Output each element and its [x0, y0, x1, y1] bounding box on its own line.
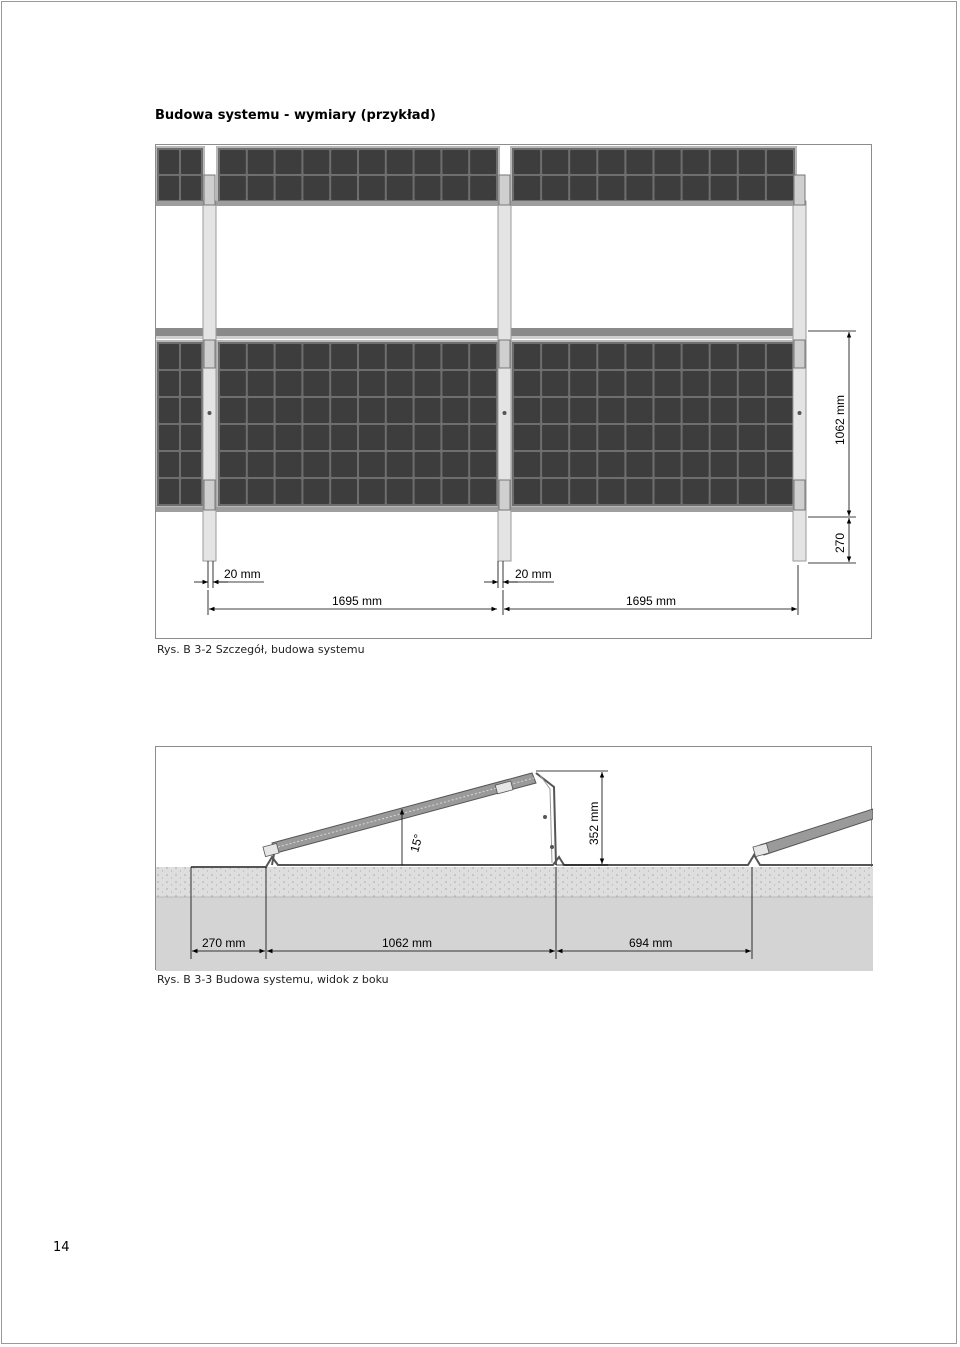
span-left-label: 1695 mm [332, 594, 383, 608]
row-spacing-label: 270 [833, 532, 847, 553]
gravel-layer [156, 867, 873, 897]
dim-rear-label: 694 mm [629, 936, 673, 950]
side-view-drawing [156, 747, 873, 971]
roof-slab [156, 897, 873, 971]
dimension-gap-left [194, 561, 264, 588]
figure-caption-side: Rys. B 3-3 Budowa systemu, widok z boku [157, 973, 389, 986]
inclined-module [263, 773, 536, 865]
rear-support [536, 773, 556, 865]
page-number: 14 [53, 1240, 70, 1255]
front-view-drawing [156, 145, 873, 640]
solar-panel-array [156, 147, 806, 561]
span-right-label: 1695 mm [626, 594, 677, 608]
module-height-label: 1062 mm [833, 394, 847, 445]
page-heading: Budowa systemu - wymiary (przykład) [155, 108, 436, 123]
middle-rail [156, 328, 806, 336]
dimension-gap-right [484, 561, 554, 588]
figure-front-view [155, 144, 872, 639]
bottom-rail [156, 507, 806, 512]
dim-module-label: 1062 mm [382, 936, 433, 950]
figure-caption-front: Rys. B 3-2 Szczegół, budowa systemu [157, 643, 365, 656]
top-rail [156, 201, 806, 206]
dimension-vertical [808, 331, 856, 563]
next-row-module [753, 809, 873, 857]
gap-left-label: 20 mm [224, 567, 261, 581]
gap-right-label: 20 mm [515, 567, 552, 581]
height-label: 352 mm [587, 801, 601, 845]
base-tray-profile [191, 855, 873, 867]
tilt-angle-label: 15° [407, 832, 426, 854]
dim-front-label: 270 mm [202, 936, 246, 950]
figure-side-view [155, 746, 872, 970]
